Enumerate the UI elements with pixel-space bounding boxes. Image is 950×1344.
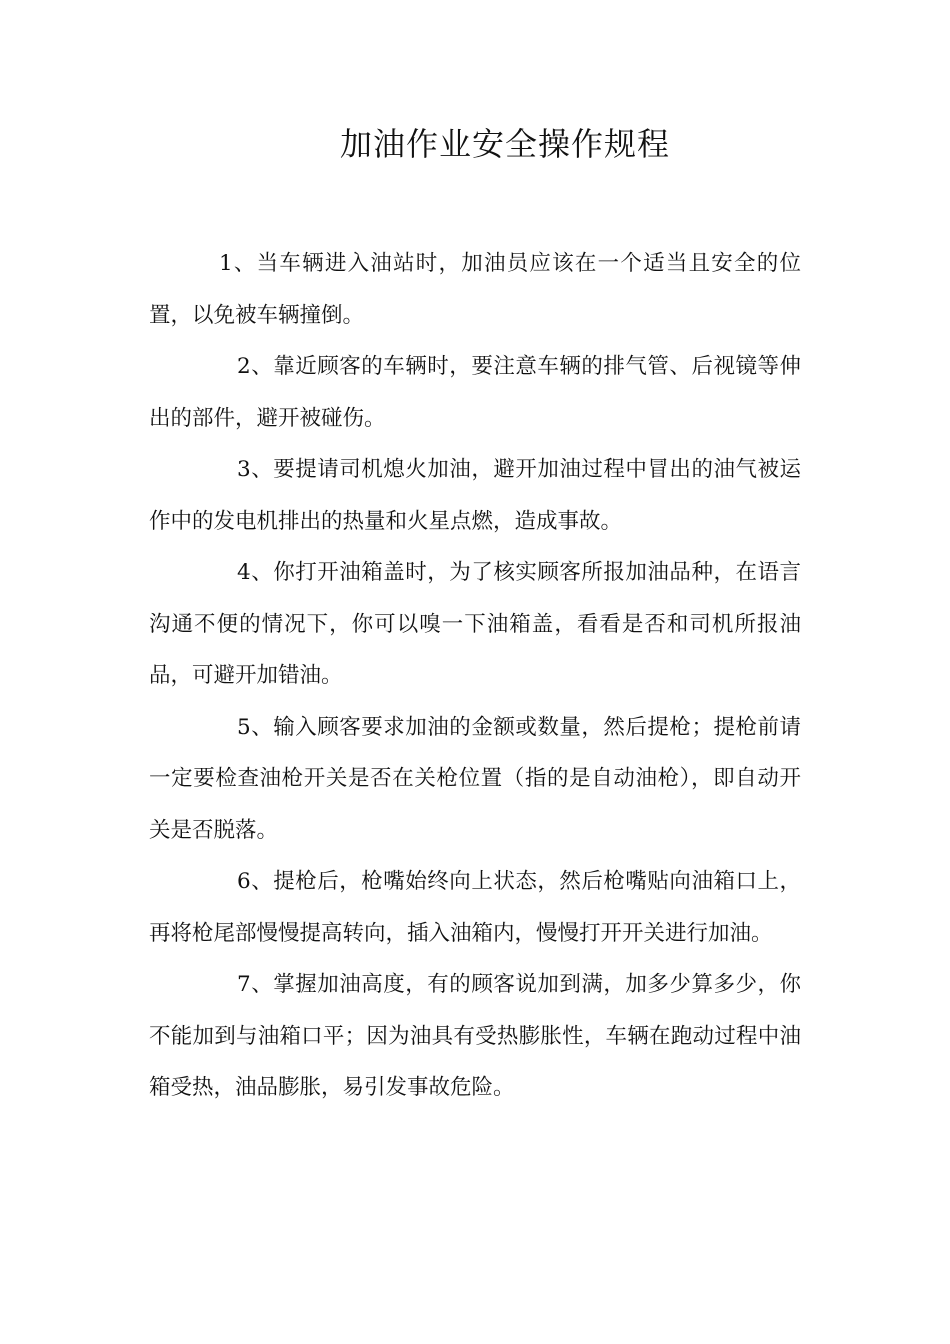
paragraph-3: 3、要提请司机熄火加油，避开加油过程中冒出的油气被运作中的发电机排出的热量和火星点燃，造成事故。 — [149, 457, 801, 534]
document-body — [149, 238, 801, 1114]
paragraph-1: 1、当车辆进入油站时，加油员应该在一个适当且安全的位置，以免被车辆撞倒。 — [149, 251, 801, 328]
paragraph-5: 5、输入顾客要求加油的金额或数量，然后提枪；提枪前请一定要检查油枪开关是否在关枪位置（指的是自动油枪），即自动开关是否脱落。 — [149, 714, 801, 843]
document-title: 加油作业安全操作规程 — [339, 125, 670, 163]
paragraph-6: 6、提枪后，枪嘴始终向上状态，然后枪嘴贴向油箱口上，再将枪尾部慢慢提高转向，插入油箱内，慢慢打开开关进行加油。 — [149, 869, 801, 946]
paragraph-7: 7、掌握加油高度，有的顾客说加到满，加多少算多少，你不能加到与油箱口平；因为油具有受热膨胀性，车辆在跑动过程中油箱受热，油品膨胀，易引发事故危险。 — [149, 972, 801, 1100]
paragraph-2: 2、靠近顾客的车辆时，要注意车辆的排气管、后视镜等伸出的部件，避开被碰伤。 — [149, 354, 801, 431]
paragraph-4: 4、你打开油箱盖时，为了核实顾客所报加油品种，在语言沟通不便的情况下，你可以嗅一下油箱盖，看看是否和司机所报油品，可避开加错油。 — [149, 560, 801, 688]
